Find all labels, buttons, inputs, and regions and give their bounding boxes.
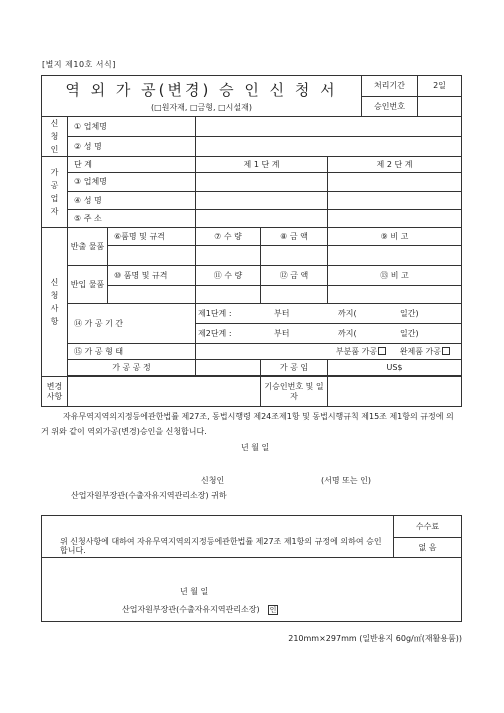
applicant-name-label: ② 성 명 (68, 137, 196, 157)
period-stage2-from: 부터 (274, 328, 290, 338)
import-col-qty: ⑪ 수 량 (196, 266, 261, 286)
export-goods-label: 반출 물품 (68, 228, 108, 266)
period-stage1-label: 제1단계 : (198, 308, 232, 318)
form-partial-label: 부분품 가공 (335, 346, 378, 356)
applicant-company-field[interactable] (196, 117, 462, 137)
export-item-field[interactable] (108, 246, 196, 266)
change-field[interactable] (68, 377, 261, 407)
import-goods-label: 반입 물품 (68, 266, 108, 304)
export-col-item: ⑥품명 및 규격 (108, 228, 196, 246)
form-number: [별지 제10호 서식] (42, 60, 116, 69)
approval-authority: 산업자원부장관(수출자유지역관리소장) (122, 604, 260, 614)
request-section: 신 청 사 항 (42, 228, 68, 377)
approval-no-label: 승인번호 (362, 97, 418, 117)
processor-section: 가 공 업 자 (42, 157, 68, 228)
header-table (41, 75, 462, 117)
import-col-item: ⑩ 품명 및 규격 (108, 266, 196, 286)
processor-name-stage2[interactable] (328, 192, 462, 210)
declaration-date: 년 월 일 (241, 443, 270, 452)
approval-seal: 인 (269, 605, 277, 614)
period-stage1[interactable] (196, 304, 462, 324)
import-note-field[interactable] (328, 286, 462, 304)
process-label: 가 공 공 정 (68, 360, 196, 376)
title-cell (42, 76, 362, 117)
page-subtitle: (□원자재, □금형, □시설재) (151, 102, 252, 112)
declaration-recipient: 산업자원부장관(수출자유지역관리소장) 귀하 (71, 491, 227, 500)
process-field[interactable] (196, 360, 261, 376)
processor-address-stage1[interactable] (196, 210, 328, 228)
period-stage2[interactable] (196, 324, 462, 344)
prior-approval-label: 기승인번호 및 일자 (261, 377, 328, 407)
period-stage2-to: 까지( (338, 328, 357, 338)
export-col-qty: ⑦ 수 량 (196, 228, 261, 246)
approval-table (41, 515, 462, 622)
applicant-company-label: ① 업체명 (68, 117, 196, 137)
import-qty-field[interactable] (196, 286, 261, 304)
processor-name-label: ④ 성 명 (68, 192, 196, 210)
fee-label: 수수료 (394, 516, 462, 538)
wage-label: 가 공 임 (261, 360, 328, 376)
import-amount-field[interactable] (261, 286, 328, 304)
stage-label: 단 계 (68, 157, 196, 173)
period-stage2-days: 일간) (400, 328, 419, 338)
processor-company-stage2[interactable] (328, 173, 462, 192)
export-col-amount: ⑧ 금 액 (261, 228, 328, 246)
approval-text: 위 신청사항에 대하여 자유무역지역의지정등에관한법률 제27조 제1항의 규정에 의하여 승인합니다. (42, 516, 394, 558)
applicant-name-field[interactable] (196, 137, 462, 157)
prior-approval-field[interactable] (328, 377, 462, 407)
applicant-section: 신 청 인 (42, 117, 68, 157)
period-value: 2일 (418, 76, 462, 97)
approval-sign-area (42, 558, 462, 622)
wage-unit: US$ (328, 360, 462, 376)
main-table (41, 116, 462, 407)
form-options (196, 344, 462, 360)
form-row-label: ⑮ 가 공 형 태 (68, 344, 196, 360)
period-stage1-to: 까지( (338, 308, 357, 318)
approval-date: 년 월 일 (180, 586, 209, 596)
export-qty-field[interactable] (196, 246, 261, 266)
declaration-block (41, 409, 461, 503)
export-note-field[interactable] (328, 246, 462, 266)
stage1-header: 제 1 단 계 (196, 157, 328, 173)
declaration-text: 자유무역지역의지정등에관한법률 제27조, 동법시행령 제24조제1항 및 동법시행규칙 제15조 제1항의 규정에 의거 위와 같이 역외가공(변경)승인을 신청합니다. (41, 412, 454, 436)
applicant-sign-label: 신청인 (201, 476, 225, 485)
import-col-amount: ⑫ 금 액 (261, 266, 328, 286)
stage2-header: 제 2 단 계 (328, 157, 462, 173)
page-title: 역 외 가 공(변경) 승 인 신 청 서 (65, 81, 338, 100)
export-col-note: ⑨ 비 고 (328, 228, 462, 246)
applicant-sign-note: (서명 또는 인) (321, 476, 371, 485)
form-complete-checkbox[interactable] (442, 347, 450, 355)
period-stage1-days: 일간) (400, 308, 419, 318)
period-stage2-label: 제2단계 : (198, 328, 232, 338)
approval-no-field[interactable] (418, 97, 462, 117)
form-partial-checkbox[interactable] (378, 347, 386, 355)
import-item-field[interactable] (108, 286, 196, 304)
import-col-note: ⑬ 비 고 (328, 266, 462, 286)
processor-address-label: ⑤ 주 소 (68, 210, 196, 228)
processor-company-label: ③ 업체명 (68, 173, 196, 192)
period-stage1-from: 부터 (274, 308, 290, 318)
processor-name-stage1[interactable] (196, 192, 328, 210)
page-footer: 210mm×297mm (일반용지 60g/㎡(재활용품)) (288, 634, 462, 643)
period-label: 처리기간 (362, 76, 418, 97)
change-label: 변경 사항 (42, 377, 68, 407)
fee-value: 없 음 (394, 538, 462, 558)
processor-address-stage2[interactable] (328, 210, 462, 228)
form-complete-label: 완제품 가공 (399, 346, 442, 356)
export-amount-field[interactable] (261, 246, 328, 266)
processor-company-stage1[interactable] (196, 173, 328, 192)
period-row-label: ⑭ 가 공 기 간 (68, 304, 196, 344)
